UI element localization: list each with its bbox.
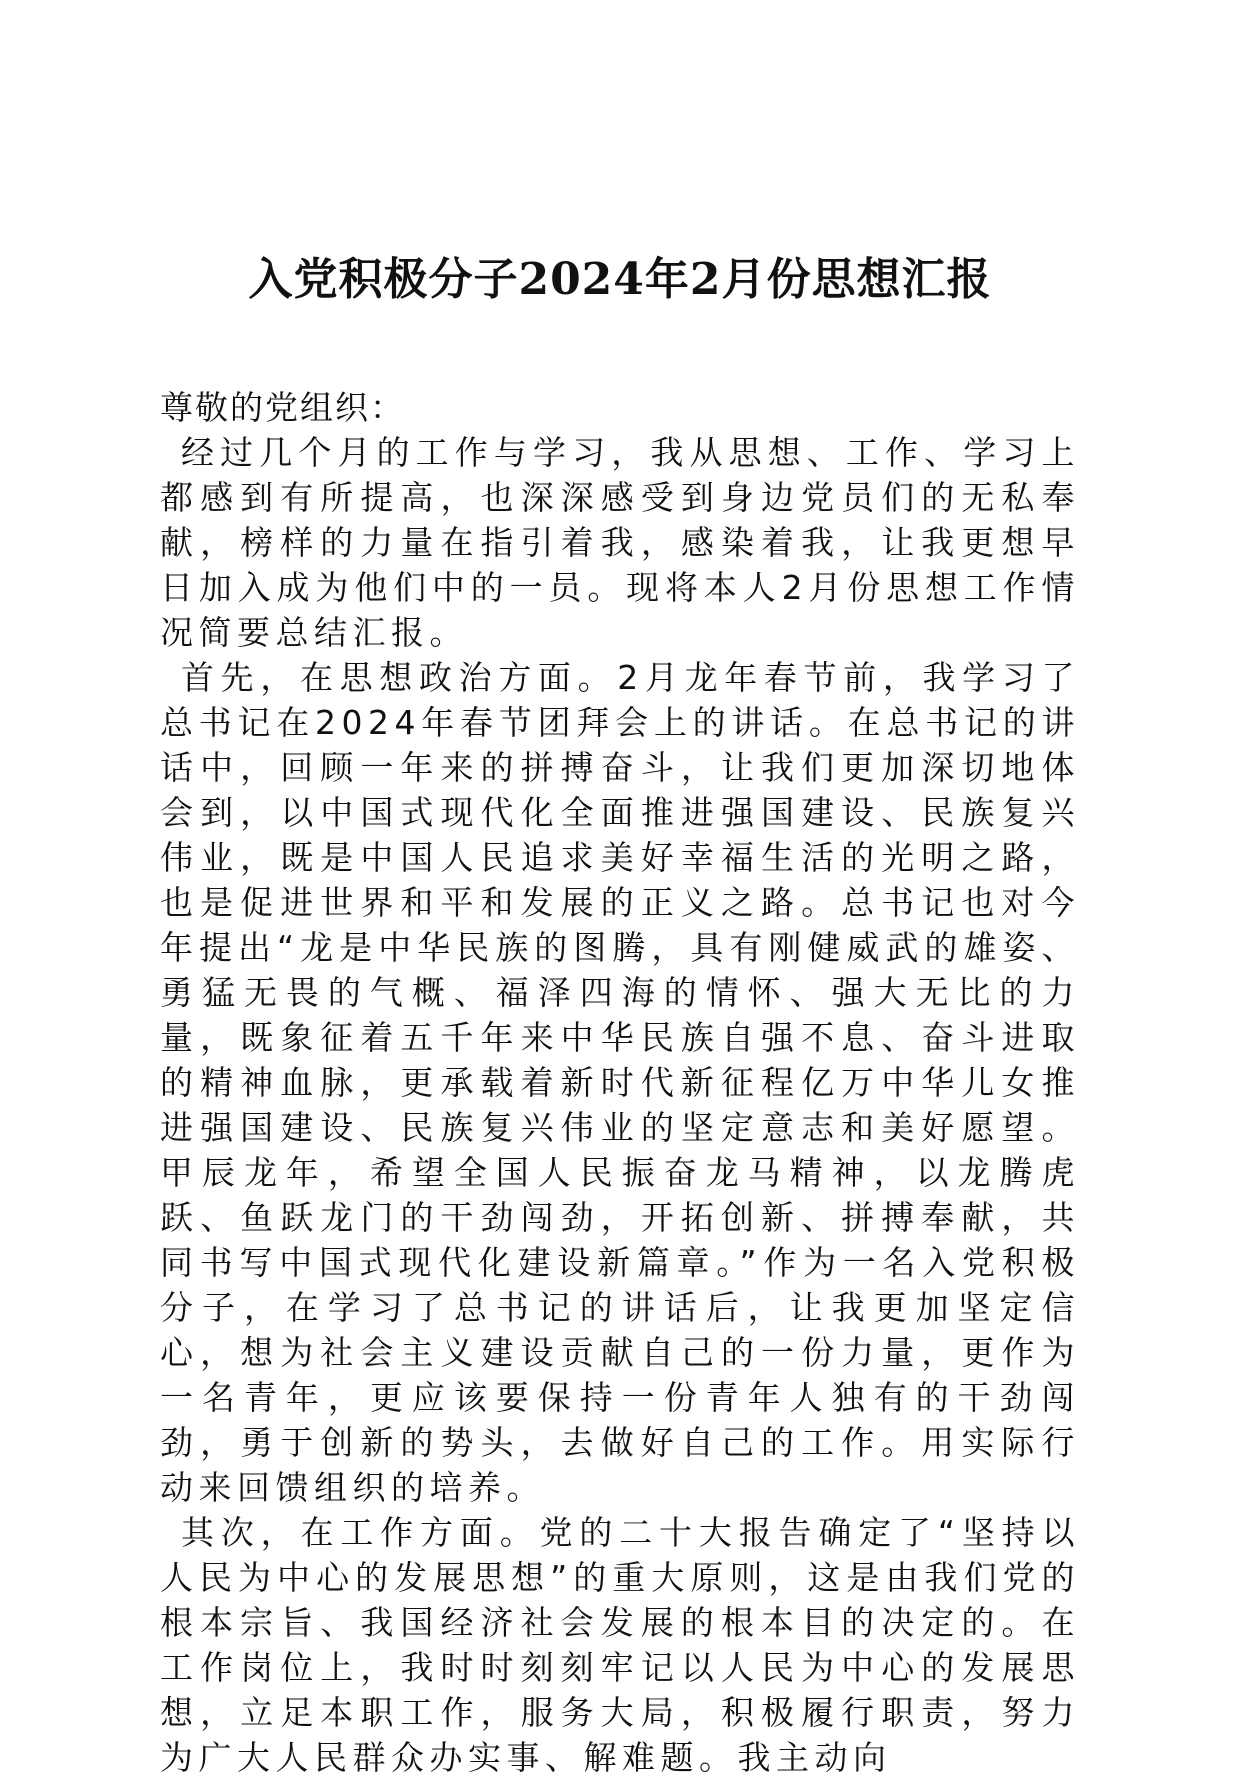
- document-body: [160, 385, 1080, 1780]
- paragraph-intro: 经过几个月的工作与学习，我从思想、工作、学习上都感到有所提高，也深深感受到身边党员们的无私奉献，榜样的力量在指引着我，感染着我，让我更想早日加入成为他们中的一员。现将本人2月份思想工作情况简要总结汇报。: [160, 433, 1080, 652]
- paragraph-ideology: 首先，在思想政治方面。2月龙年春节前，我学习了总书记在2024年春节团拜会上的讲话。在总书记的讲话中，回顾一年来的拼搏奋斗，让我们更加深切地体会到，以中国式现代化全面推进强国建设、民族复兴伟业，既是中国人民追求美好幸福生活的光明之路，也是促进世界和平和发展的正义之路。总书记也对今年提出“龙是中华民族的图腾，具有刚健威武的雄姿、勇猛无畏的气概、福泽四海的情怀、强大无比的力量，既象征着五千年来中华民族自强不息、奋斗进取的精神血脉，更承载着新时代新征程亿万中华儿女推进强国建设、民族复兴伟业的坚定意志和美好愿望。甲辰龙年，希望全国人民振奋龙马精神，以龙腾虎跃、鱼跃龙门的干劲闯劲，开拓创新、拼搏奉献，共同书写中国式现代化建设新篇章。”作为一名入党积极分子，在学习了总书记的讲话后，让我更加坚定信心，想为社会主义建设贡献自己的一份力量，更作为一名青年，更应该要保持一份青年人独有的干劲闯劲，勇于创新的势头，去做好自己的工作。用实际行动来回馈组织的培养。: [160, 658, 1080, 1507]
- paragraph-work: 其次，在工作方面。党的二十大报告确定了“坚持以人民为中心的发展思想”的重大原则，这是由我们党的根本宗旨、我国经济社会发展的根本目的决定的。在工作岗位上，我时时刻刻牢记以人民为中心的发展思想，立足本职工作，服务大局，积极履行职责，努力为广大人民群众办实事、解难题。我主动向: [160, 1513, 1080, 1777]
- salutation: 尊敬的党组织：: [160, 388, 405, 427]
- document-title: 入党积极分子2024年2月份思想汇报: [248, 254, 992, 305]
